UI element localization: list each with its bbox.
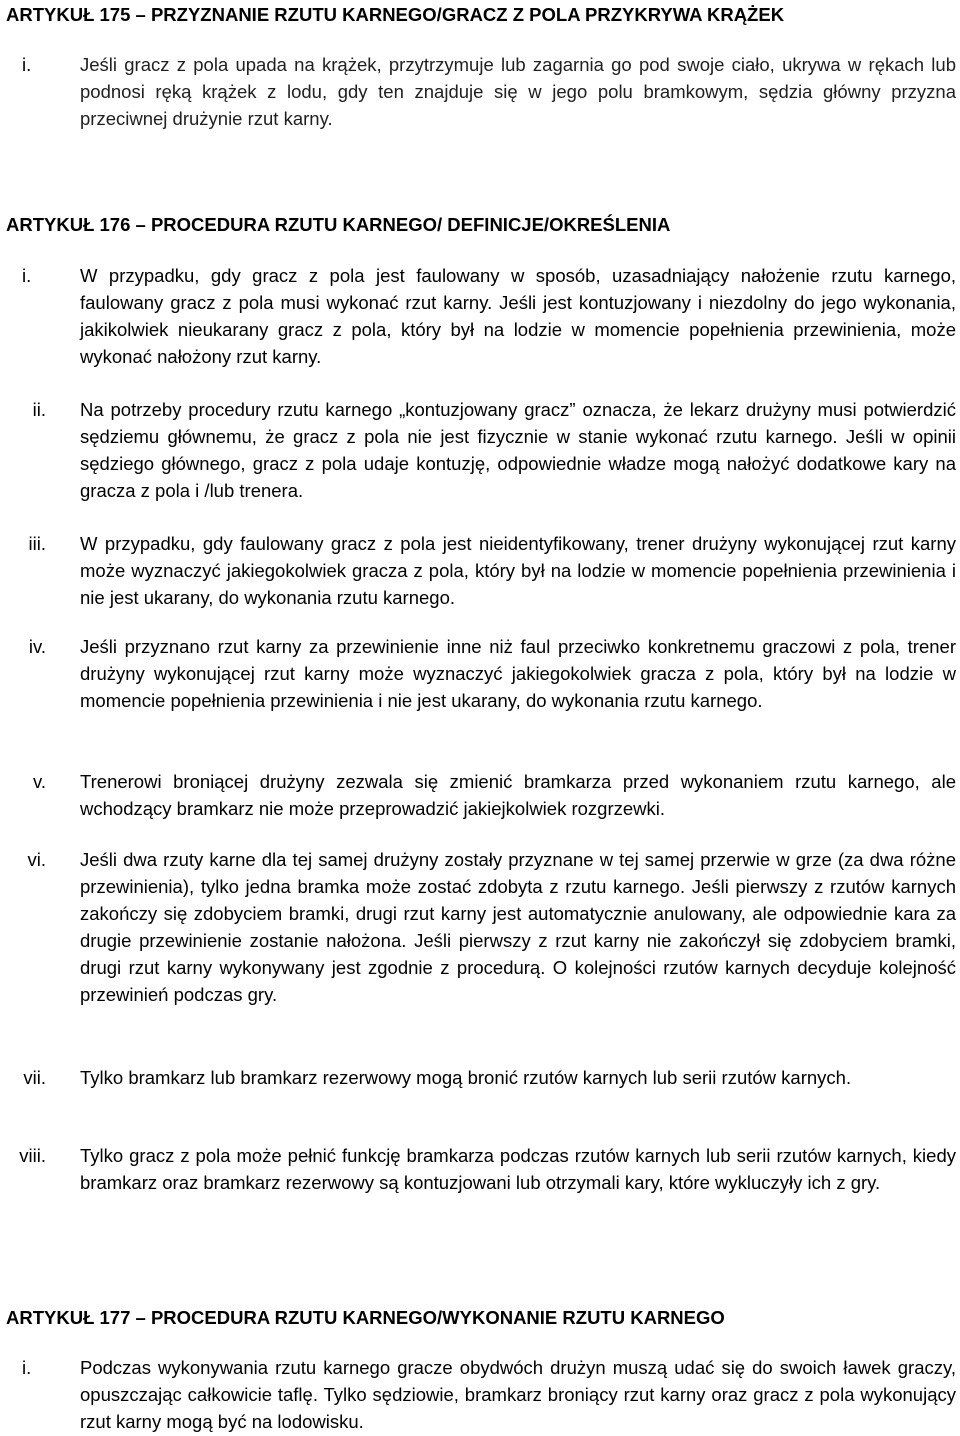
article-176-heading: ARTYKUŁ 176 – PROCEDURA RZUTU KARNEGO/ DEFINICJE/OKREŚLENIA xyxy=(6,214,671,235)
item-numeral: vi. xyxy=(27,849,46,870)
item-text: Tylko bramkarz lub bramkarz rezerwowy mogą bronić rzutów karnych lub serii rzutów karnych. xyxy=(80,1067,852,1088)
item-numeral: i. xyxy=(22,265,32,286)
item-text: Tylko gracz z pola może pełnić funkcję bramkarza podczas rzutów karnych lub serii rzutów karnych, kiedy bramkarz oraz bramkarz rezerwowy są kontuzjowani lub otrzymali kary, które wykluczyły ich z gry. xyxy=(80,1145,956,1193)
item-numeral: vii. xyxy=(23,1067,46,1088)
item-text: Jeśli przyznano rzut karny za przewinienie inne niż faul przeciwko konkretnemu graczowi z pola, trener drużyny wykonującej rzut karny może wyznaczyć jakiegokolwiek gracza z pola, który był na lodzie w momencie popełnienia przewinienia i nie jest ukarany, do wykonania rzutu karnego. xyxy=(80,636,956,711)
item-text: Trenerowi broniącej drużyny zezwala się zmienić bramkarza przed wykonaniem rzutu karnego, ale wchodzący bramkarz nie może przeprowadzić jakiejkolwiek rozgrzewki. xyxy=(80,771,956,819)
item-text: W przypadku, gdy faulowany gracz z pola jest nieidentyfikowany, trener drużyny wykonującej rzut karny może wyznaczyć jakiegokolwiek gracza z pola, który był na lodzie w momencie popełnienia przewinienia i nie jest ukarany, do wykonania rzutu karnego. xyxy=(80,533,956,608)
item-numeral: ii. xyxy=(32,399,46,420)
item-text: W przypadku, gdy gracz z pola jest faulowany w sposób, uzasadniający nałożenie rzutu karnego, faulowany gracz z pola musi wykonać rzut karny. Jeśli jest kontuzjowany i niezdolny do jego wykonania, jakikolwiek nieukarany gracz z pola, który był na lodzie w momencie popełnienia przewinienia, może wykonać nałożony rzut karny. xyxy=(80,265,956,367)
item-numeral: i. xyxy=(22,54,32,75)
item-numeral: iii. xyxy=(28,533,46,554)
item-numeral: i. xyxy=(22,1357,32,1378)
item-numeral: v. xyxy=(32,771,46,792)
item-text: Podczas wykonywania rzutu karnego gracze obydwóch drużyn muszą udać się do swoich ławek graczy, opuszczając całkowicie taflę. Tylko sędziowie, bramkarz broniący rzut karny oraz gracz z pola wykonujący rzut karny mogą być na lodowisku. xyxy=(80,1357,956,1432)
item-text: Jeśli gracz z pola upada na krążek, przytrzymuje lub zagarnia go pod swoje ciało, ukrywa w rękach lub podnosi ręką krążek z lodu, gdy ten znajduje się w jego polu bramkowym, sędzia główny przyzna przeciwnej drużynie rzut karny. xyxy=(80,54,956,129)
item-numeral: iv. xyxy=(28,636,46,657)
item-numeral: viii. xyxy=(19,1145,46,1166)
item-text: Jeśli dwa rzuty karne dla tej samej drużyny zostały przyznane w tej samej przerwie w grze (za dwa różne przewinienia), tylko jedna bramka może zostać zdobyta z rzutu karnego. Jeśli pierwszy z rzutów karnych zakończy się zdobyciem bramki, drugi rzut karny jest automatycznie anulowany, ale odpowiednie kara za drugie przewinienie zostanie nałożona. Jeśli pierwszy z rzut karny nie zakończył się zdobyciem bramki, drugi rzut karny wykonywany jest zgodnie z procedurą. O kolejności rzutów karnych decyduje kolejność przewinień podczas gry. xyxy=(80,849,956,1005)
item-text: Na potrzeby procedury rzutu karnego „kontuzjowany gracz” oznacza, że lekarz drużyny musi potwierdzić sędziemu głównemu, że gracz z pola nie jest fizycznie w stanie wykonać rzutu karnego. Jeśli w opinii sędziego głównego, gracz z pola udaje kontuzję, odpowiednie władze mogą nałożyć dodatkowe kary na gracza z pola i /lub trenera. xyxy=(80,399,956,501)
article-177-heading: ARTYKUŁ 177 – PROCEDURA RZUTU KARNEGO/WYKONANIE RZUTU KARNEGO xyxy=(6,1307,725,1328)
article-175-heading: ARTYKUŁ 175 – PRZYZNANIE RZUTU KARNEGO/GRACZ Z POLA PRZYKRYWA KRĄŻEK xyxy=(6,4,785,25)
